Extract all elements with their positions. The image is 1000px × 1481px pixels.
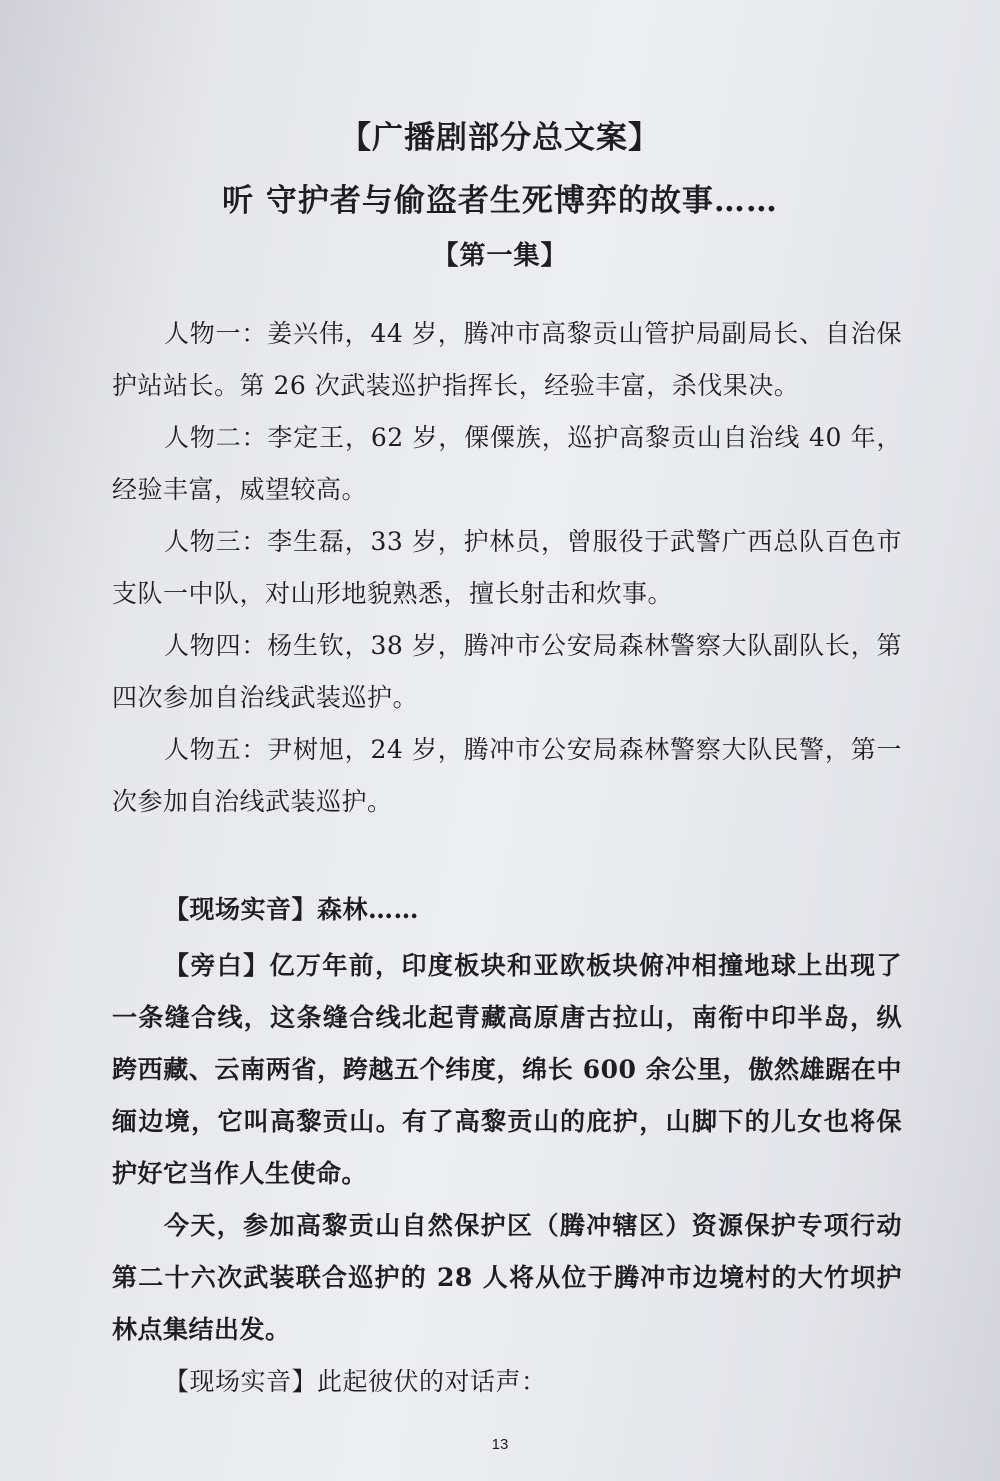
page-number: 13 bbox=[491, 1436, 509, 1453]
narration-paragraph: 【旁白】亿万年前，印度板块和亚欧板块俯冲相撞地球上出现了一条缝合线，这条缝合线北起青藏高原唐古拉山，南衔中印半岛，纵跨西藏、云南两省，跨越五个纬度，绵长 600 余公里，傲然雄踞在中缅边境，它叫高黎贡山。有了高黎贡山的庇护，山脚下的儿女也将保护好它当作人生使命。 bbox=[112, 951, 902, 1188]
character-paragraph: 人物五：尹树旭，24 岁，腾冲市公安局森林警察大队民警，第一次参加自治线武装巡护。 bbox=[112, 735, 902, 816]
episode-heading: 【第一集】 bbox=[432, 241, 568, 271]
character-paragraph: 人物二：李定王，62 岁，傈僳族，巡护高黎贡山自治线 40 年，经验丰富，威望较高。 bbox=[112, 423, 902, 504]
character-paragraph: 人物四：杨生钦，38 岁，腾冲市公安局森林警察大队副队长，第四次参加自治线武装巡护。 bbox=[112, 631, 902, 712]
character-paragraph: 人物一：姜兴伟，44 岁，腾冲市高黎贡山管护局副局长、自治保护站站长。第 26 次武装巡护指挥长，经验丰富，杀伐果决。 bbox=[112, 319, 902, 400]
narration-paragraph: 今天，参加高黎贡山自然保护区（腾冲辖区）资源保护专项行动第二十六次武装联合巡护的 28 人将从位于腾冲市边境村的大竹坝护林点集结出发。 bbox=[112, 1211, 902, 1344]
scene-sound-cue: 【现场实音】此起彼伏的对话声： bbox=[164, 1367, 547, 1396]
document-subtitle: 听 守护者与偷盗者生死博弈的故事…… bbox=[222, 183, 778, 219]
character-paragraph: 人物三：李生磊，33 岁，护林员，曾服役于武警广西总队百色市支队一中队，对山形地貌熟悉，擅长射击和炊事。 bbox=[112, 527, 902, 608]
scene-sound-cue: 【现场实音】森林…… bbox=[164, 895, 420, 924]
document-title: 【广播剧部分总文案】 bbox=[340, 120, 660, 156]
